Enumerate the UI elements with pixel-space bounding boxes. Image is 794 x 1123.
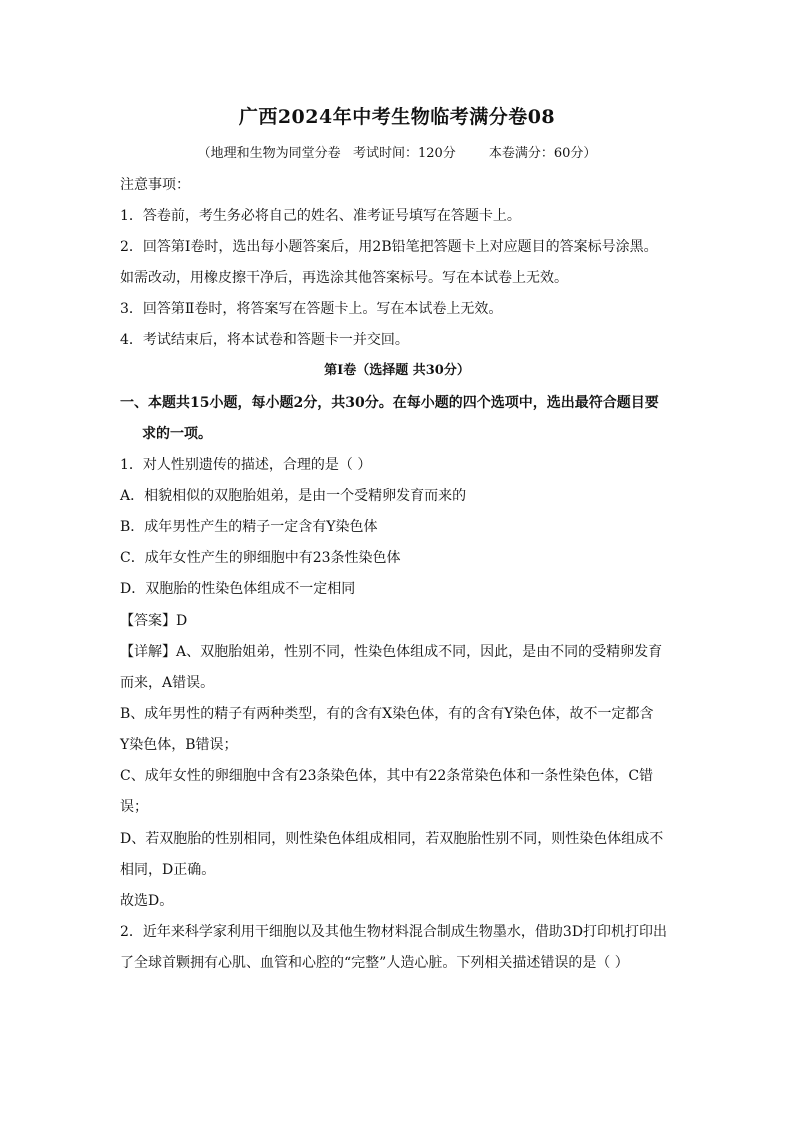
exam-info [0,144,794,164]
question-1-explanation-line: 【详解】A、双胞胎姐弟，性别不同，性染色体组成不同，因此，是由不同的受精卵发育 [120,644,663,660]
notice-item: 2．回答第Ⅰ卷时，选出每小题答案后，用2B铅笔把答题卡上对应题目的答案标号涂黑。 [120,239,658,255]
question-1-option-d: D．双胞胎的性染色体组成不一定相同 [120,581,356,597]
question-1-stem: 1．对人性别遗传的描述，合理的是（ ） [120,457,372,473]
question-1-explanation-line: 相同，D正确。 [120,862,216,878]
question-1-explanation-line: D、若双胞胎的性别相同，则性染色体组成相同，若双胞胎性别不同，则性染色体组成不 [120,831,664,847]
question-1-conclusion: 故选D。 [120,893,174,909]
notice-item: 3．回答第Ⅱ卷时，将答案写在答题卡上。写在本试卷上无效。 [120,301,503,317]
notice-item: 1．答卷前，考生务必将自己的姓名、准考证号填写在答题卡上。 [120,208,521,224]
section-instructions: 一、本题共15小题，每小题2分，共30分。在每小题的四个选项中，选出最符合题目要 [120,395,659,411]
notice-heading: 注意事项： [120,177,190,193]
question-1-option-a: A．相貌相似的双胞胎姐弟，是由一个受精卵发育而来的 [120,488,467,504]
question-1-explanation-line: C、成年女性的卵细胞中含有23条染色体，其中有22条常染色体和一条性染色体，C错 [120,768,654,784]
question-2-stem-line: 2．近年来科学家利用干细胞以及其他生物材料混合制成生物墨水，借助3D打印机打印出 [120,924,668,940]
question-1-explanation-line: B、成年男性的精子有两种类型，有的含有X染色体，有的含有Y染色体，故不一定都含 [120,706,654,722]
question-1-answer: 【答案】D [120,613,188,629]
page-title: 广西2024年中考生物临考满分卷08 [238,106,556,128]
info-gap [456,146,489,161]
question-2-stem-line: 了全球首颗拥有心肌、血管和心腔的“完整”人造心脏。下列相关描述错误的是（ ） [120,955,629,971]
question-1-option-c: C．成年女性产生的卵细胞中有23条性染色体 [120,550,401,566]
section-instructions-cont: 求的一项。 [142,426,212,442]
question-1-explanation-line: Y染色体，B错误； [120,737,238,753]
question-1-explanation-line: 而来，A错误。 [120,675,215,691]
exam-time-info: （地理和生物为同堂分卷 考试时间：120分 [197,146,456,161]
exam-score-info: 本卷满分：60分） [488,146,597,161]
question-1-option-b: B．成年男性产生的精子一定含有Y染色体 [120,519,378,535]
question-1-explanation-line: 误； [120,799,148,815]
section-title: 第Ⅰ卷（选择题 共30分） [324,363,470,378]
notice-item: 4．考试结束后，将本试卷和答题卡一并交回。 [120,332,409,348]
notice-item: 如需改动，用橡皮擦干净后，再选涂其他答案标号。写在本试卷上无效。 [120,270,568,286]
